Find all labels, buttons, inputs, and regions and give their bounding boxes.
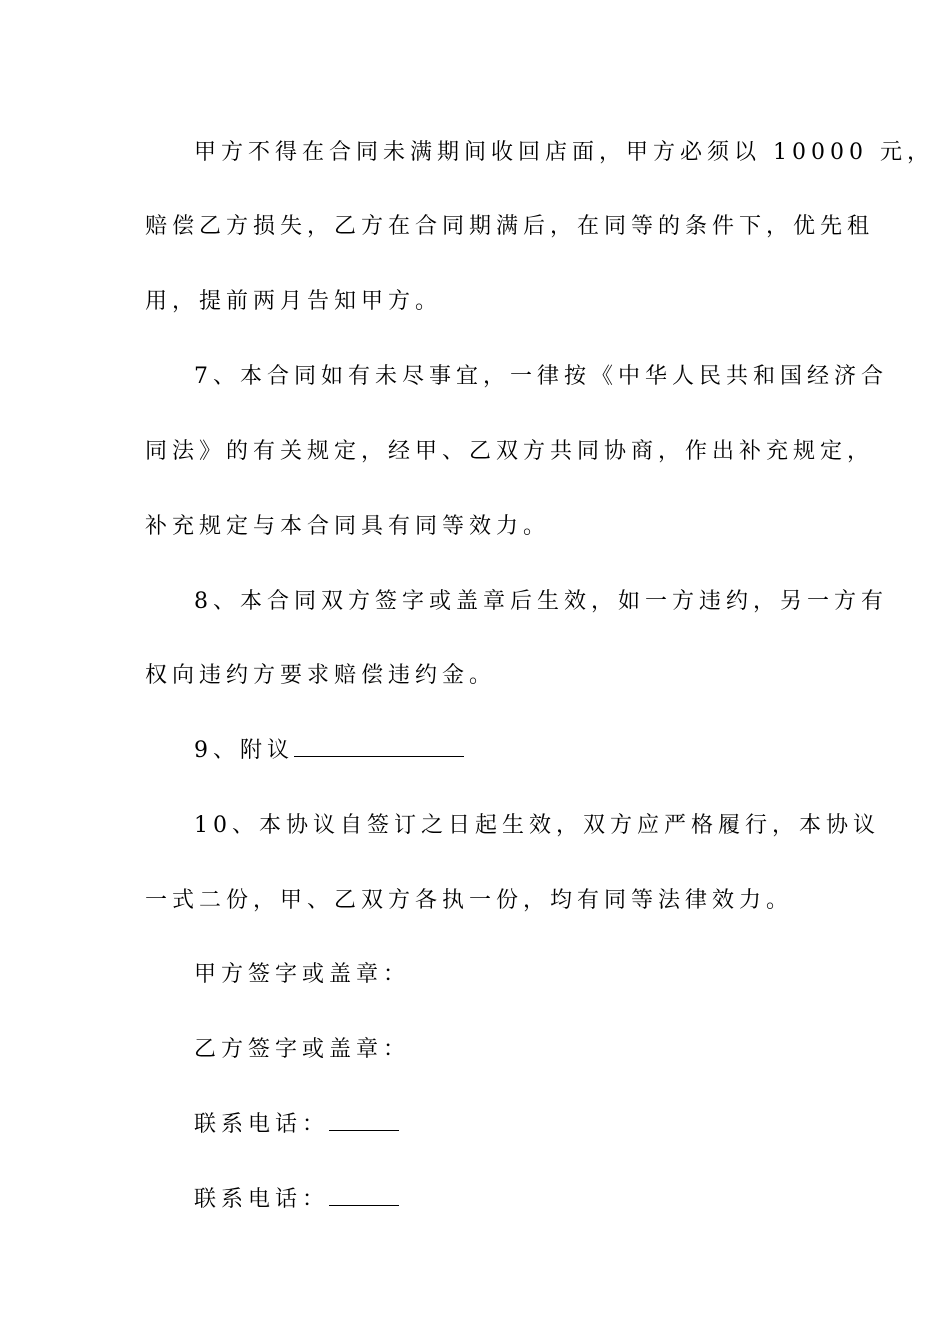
phone-b-row	[194, 1185, 810, 1215]
clause-10-line-1: 10、本协议自签订之日起生效，双方应严格履行，本协议	[194, 813, 880, 838]
clause-7-line-2: 同法》的有关规定，经甲、乙双方共同协商，作出补充规定，	[145, 439, 875, 464]
clause-7-line-1: 7、本合同如有未尽事宜，一律按《中华人民共和国经济合	[194, 364, 888, 389]
clause-9	[194, 736, 810, 766]
paragraph-6-line-2: 赔偿乙方损失，乙方在合同期满后，在同等的条件下，优先租	[145, 214, 875, 239]
clause-8-line-2: 权向违约方要求赔偿违约金。	[145, 663, 497, 688]
party-b-signature-label: 乙方签字或盖章：	[194, 1037, 411, 1062]
clause-8-line-1: 8、本合同双方签字或盖章后生效，如一方违约，另一方有	[194, 589, 888, 614]
phone-b-label: 联系电话：	[194, 1187, 330, 1212]
phone-a-blank-line	[329, 1110, 399, 1131]
paragraph-6-line-3: 用，提前两月告知甲方。	[145, 289, 443, 314]
clause-7-line-3: 补充规定与本合同具有同等效力。	[145, 514, 551, 539]
phone-a-label: 联系电话：	[194, 1112, 330, 1137]
clause-9-label: 9、附议	[194, 738, 294, 763]
clause-9-blank-line	[294, 736, 464, 757]
paragraph-6-line-1: 甲方不得在合同未满期间收回店面，甲方必须以 10000 元，	[194, 140, 934, 165]
phone-a-row	[194, 1110, 810, 1140]
clause-10-line-2: 一式二份，甲、乙双方各执一份，均有同等法律效力。	[145, 888, 794, 913]
phone-b-blank-line	[329, 1185, 399, 1206]
party-a-signature-label: 甲方签字或盖章：	[194, 962, 411, 987]
